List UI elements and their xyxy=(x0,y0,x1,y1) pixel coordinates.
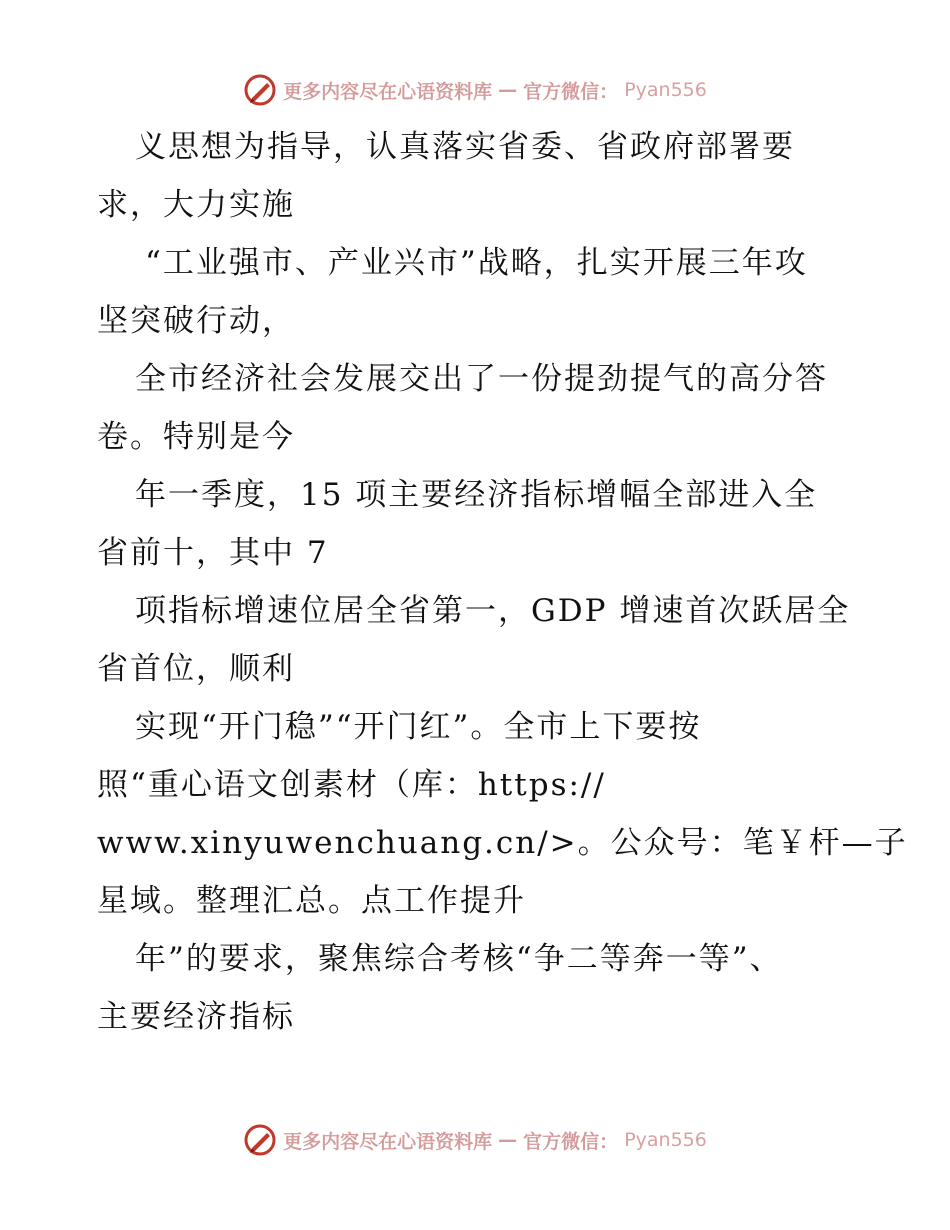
text-line: 星域。整理汇总。点工作提升 xyxy=(97,883,526,919)
text-line: 实现“开门稳”“开门红”。全市上下要按 xyxy=(135,709,702,745)
text-line: 照“重心语文创素材（库：https:// xyxy=(97,767,606,803)
banner-wechat-id: Pyan556 xyxy=(624,79,707,101)
banner-site-text: 更多内容尽在心语资料库 xyxy=(283,1130,493,1153)
text-line: 省前十，其中 7 xyxy=(97,535,329,571)
text-line: 义思想为指导，认真落实省委、省政府部署要 xyxy=(135,129,795,165)
banner-site-text: 更多内容尽在心语资料库 xyxy=(283,80,493,103)
text-line: 年一季度，15 项主要经济指标增幅全部进入全 xyxy=(135,477,818,513)
pen-logo-icon xyxy=(243,73,277,107)
text-line: 坚突破行动， xyxy=(97,303,295,339)
banner-wechat-label: 官方微信： xyxy=(523,80,619,103)
banner-wechat-label: 官方微信： xyxy=(523,1130,619,1153)
pen-logo-icon xyxy=(243,1123,277,1157)
text-line: www.xinyuwenchuang.cn/>。公众号：笔￥杆—子 xyxy=(97,825,908,861)
text-line: 全市经济社会发展交出了一份提劲提气的高分答 xyxy=(135,361,828,397)
header-watermark-banner xyxy=(0,70,950,110)
text-line: 求，大力实施 xyxy=(97,187,295,223)
text-line: 年”的要求，聚焦综合考核“争二等奔一等”、 xyxy=(135,941,783,977)
text-line: 项指标增速位居全省第一，GDP 增速首次跃居全 xyxy=(135,593,851,629)
document-body xyxy=(97,118,908,1046)
text-line: 省首位，顺利 xyxy=(97,651,295,687)
banner-separator: — xyxy=(498,1129,518,1151)
text-line: 卷。特别是今 xyxy=(97,419,295,455)
footer-watermark-banner xyxy=(0,1120,950,1160)
banner-wechat-id: Pyan556 xyxy=(624,1129,707,1151)
text-line: “工业强市、产业兴市”战略，扎实开展三年攻 xyxy=(145,245,808,281)
text-line: 主要经济指标 xyxy=(97,999,295,1035)
banner-separator: — xyxy=(498,79,518,101)
